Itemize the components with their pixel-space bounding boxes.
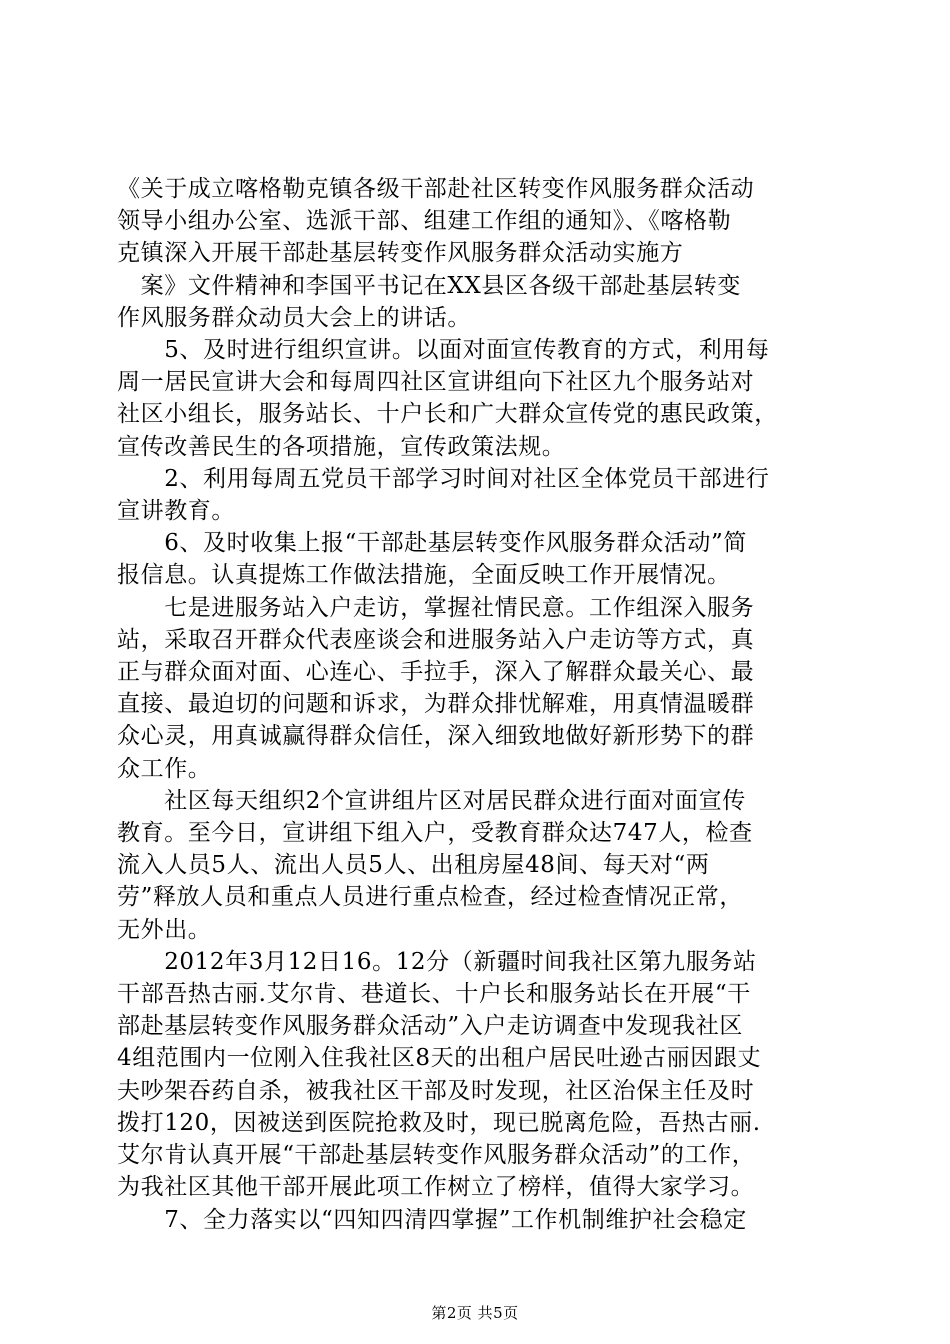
text-line: 无外出。 xyxy=(117,916,212,943)
paragraph-item-6 xyxy=(117,527,833,591)
text-line: 领导小组办公室、选派干部、组建工作组的通知》、《喀格勒 xyxy=(117,208,732,235)
paragraph-notice-reference xyxy=(117,173,833,334)
text-line: 教育。至今日，宣讲组下组入户，受教育群众达747人，检查 xyxy=(117,820,753,847)
paragraph-daily-outreach xyxy=(117,785,833,946)
text-line: 众工作。 xyxy=(117,755,212,782)
text-line: 艾尔肯认真开展“干部赴基层转变作风服务群众活动”的工作， xyxy=(117,1142,756,1169)
text-line: 作风服务群众动员大会上的讲话。 xyxy=(117,304,471,331)
paragraph-item-5 xyxy=(117,334,833,463)
text-line: 夫吵架吞药自杀，被我社区干部及时发现，社区治保主任及时 xyxy=(117,1077,755,1104)
text-line: 拨打120，因被送到医院抢救及时，现已脱离危险，吾热古丽. xyxy=(117,1109,761,1136)
page-number-footer: 第2页 共5页 xyxy=(431,1304,519,1322)
document-body xyxy=(117,173,833,1236)
text-line: 部赴基层转变作风服务群众活动”入户走访调查中发现我社区 xyxy=(117,1013,743,1040)
text-line: 干部吾热古丽.艾尔肯、巷道长、十户长和服务站长在开展“干 xyxy=(117,981,751,1008)
text-line: 克镇深入开展干部赴基层转变作风服务群众活动实施方 xyxy=(117,240,684,267)
paragraph-incident-report xyxy=(117,946,833,1204)
text-line: 报信息。认真提炼工作做法措施，全面反映工作开展情况。 xyxy=(117,562,731,589)
text-line: 7、全力落实以“四知四清四掌握”工作机制维护社会稳定 xyxy=(117,1206,747,1233)
text-line: 七是进服务站入户走访，掌握社情民意。工作组深入服务 xyxy=(117,594,755,621)
text-line: 5、及时进行组织宣讲。以面对面宣传教育的方式，利用每 xyxy=(117,337,770,364)
text-line: 周一居民宣讲大会和每周四社区宣讲组向下社区九个服务站对 xyxy=(117,369,755,396)
text-line: 《关于成立喀格勒克镇各级干部赴社区转变作风服务群众活动 xyxy=(117,176,755,202)
text-line: 宣讲教育。 xyxy=(117,498,235,525)
text-line: 宣传改善民生的各项措施，宣传政策法规。 xyxy=(117,433,566,460)
text-line: 社区小组长，服务站长、十户长和广大群众宣传党的惠民政策， xyxy=(117,401,778,428)
text-line: 为我社区其他干部开展此项工作树立了榜样，值得大家学习。 xyxy=(117,1174,755,1201)
text-line: 6、及时收集上报“干部赴基层转变作风服务群众活动”简 xyxy=(117,530,747,557)
text-line: 社区每天组织2个宣讲组片区对居民群众进行面对面宣传 xyxy=(117,787,746,814)
text-line: 众心灵，用真诚赢得群众信任，深入细致地做好新形势下的群 xyxy=(117,723,755,750)
text-line: 2、利用每周五党员干部学习时间对社区全体党员干部进行 xyxy=(117,465,770,492)
text-line: 直接、最迫切的问题和诉求，为群众排忧解难，用真情温暖群 xyxy=(117,691,755,718)
text-line: 流入人员5人、流出人员5人、出租房屋48间、每天对“两 xyxy=(117,852,710,879)
text-line: 站，采取召开群众代表座谈会和进服务站入户走访等方式，真 xyxy=(117,626,755,653)
paragraph-item-7 xyxy=(117,1204,833,1236)
text-line: 正与群众面对面、心连心、手拉手，深入了解群众最关心、最 xyxy=(117,659,755,686)
text-line: 4组范围内一位刚入住我社区8天的出租户居民吐逊古丽因跟丈 xyxy=(117,1045,762,1072)
text-line: 2012年3月12日16。12分（新疆时间我社区第九服务站 xyxy=(117,948,757,975)
text-line: 案》文件精神和李国平书记在XX县区各级干部赴基层转变 xyxy=(117,272,741,299)
paragraph-item-7th-visits xyxy=(117,592,833,785)
text-line: 劳”释放人员和重点人员进行重点检查，经过检查情况正常， xyxy=(117,884,743,911)
paragraph-item-2 xyxy=(117,463,833,527)
